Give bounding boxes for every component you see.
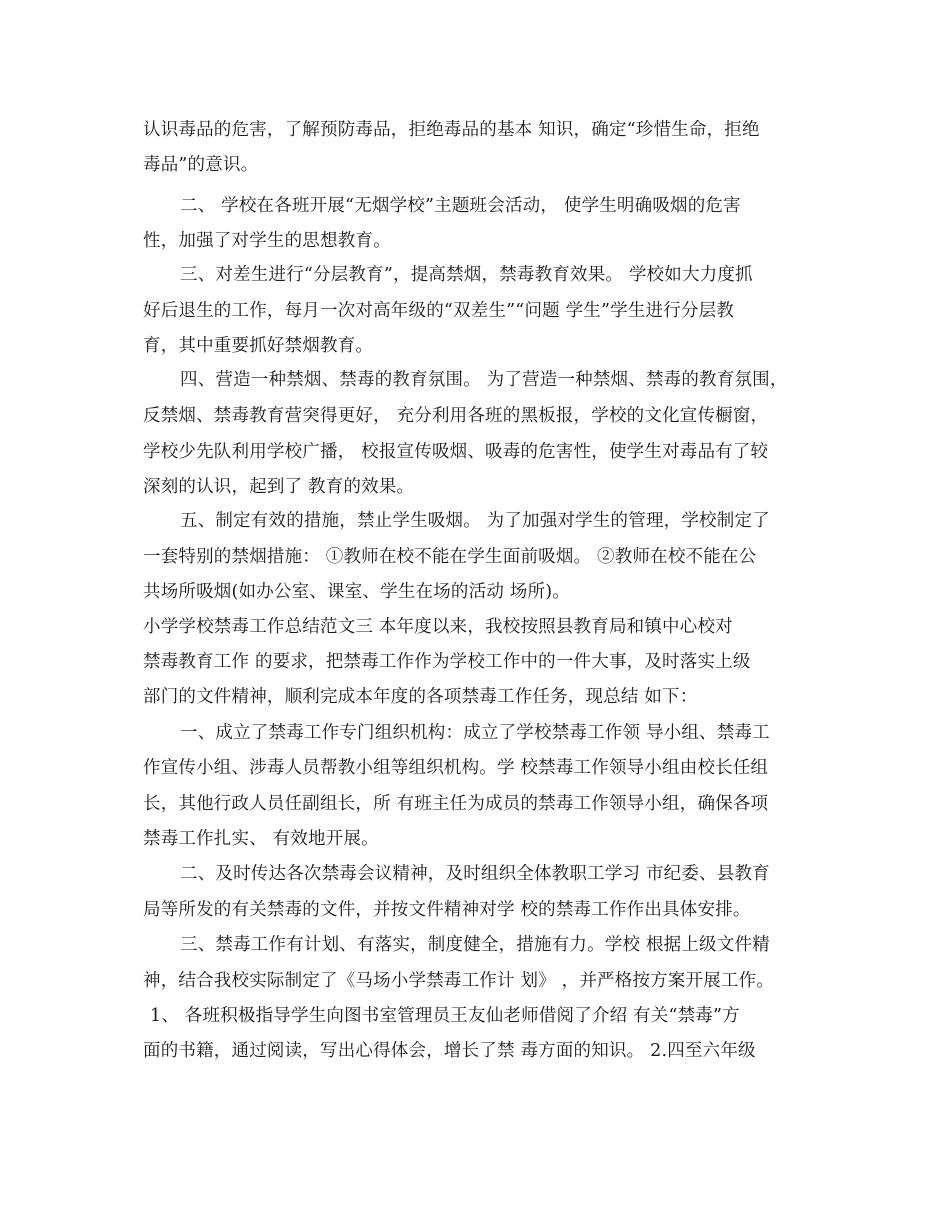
text-line: 长，其他行政人员任副组长，所 有班主任为成员的禁毒工作领导小组，确保各项 [143,794,769,814]
text-line: 二、及时传达各次禁毒会议精神，及时组织全体教职工学习 市纪委、县教育 [180,864,770,884]
text-line: 面的书籍，通过阅读，写出心得体会，增长了禁 毒方面的知识。 2.四至六年级 [143,1041,756,1061]
text-line: 神，结合我校实际制定了《马场小学禁毒工作计 划》 ，并严格按方案开展工作。 [143,971,775,991]
text-line: 三、禁毒工作有计划、有落实，制度健全，措施有力。学校 根据上级文件精 [180,935,770,955]
text-line: 禁毒教育工作 的要求，把禁毒工作作为学校工作中的一件大事，及时落实上级 [143,652,751,672]
text-line: 反禁烟、禁毒教育营突得更好， 充分利用各班的黑板报，学校的文化宣传橱窗， [143,406,769,426]
section-heading-line: 小学学校禁毒工作总结范文三 本年度以来，我校按照县教育局和镇中心校对 [143,617,733,637]
text-line: 五、制定有效的措施，禁止学生吸烟。 为了加强对学生的管理，学校制定了 [180,511,770,531]
text-line: 三、对差生进行“分层教育”，提高禁烟，禁毒教育效果。 学校如大力度抓 [180,265,753,285]
text-line: 1、 各班积极指导学生向图书室管理员王友仙老师借阅了介绍 有关“禁毒”方 [150,1006,740,1026]
text-line: 局等所发的有关禁毒的文件，并按文件精神对学 校的禁毒工作作出具体安排。 [143,900,751,920]
text-line: 好后退生的工作，每月一次对高年级的“双差生”“问题 学生”学生进行分层教 [143,301,735,321]
text-line: 性，加强了对学生的思想教育。 [143,231,391,251]
text-line: 作宣传小组、涉毒人员帮教小组等组织机构。学 校禁毒工作领导小组由校长任组 [143,758,769,778]
text-line: 共场所吸烟(如办公室、课室、学生在场的活动 场所)。 [143,582,570,602]
text-line: 部门的文件精神，顺利完成本年度的各项禁毒工作任务，现总结 如下： [143,687,698,707]
text-line: 育，其中重要抓好禁烟教育。 [143,336,374,356]
text-line: 二、 学校在各班开展“无烟学校”主题班会活动， 使学生明确吸烟的危害 [180,196,741,216]
text-line: 一套特别的禁烟措施： ①教师在校不能在学生面前吸烟。 ②教师在校不能在公 [143,547,757,567]
text-line: 认识毒品的危害，了解预防毒品，拒绝毒品的基本 知识，确定“珍惜生命，拒绝 [143,120,760,140]
text-line: 四、营造一种禁烟、禁毒的教育氛围。 为了营造一种禁烟、禁毒的教育氛围， [180,370,788,390]
text-line: 禁毒工作扎实、 有效地开展。 [143,829,379,849]
text-line: 一、成立了禁毒工作专门组织机构：成立了学校禁毒工作领 导小组、禁毒工 [180,723,770,743]
text-line: 毒品”的意识。 [143,155,259,175]
text-line: 深刻的认识，起到了 教育的效果。 [143,477,415,497]
text-line: 学校少先队利用学校广播， 校报宣传吸烟、吸毒的危害性，使学生对毒品有了较 [143,442,769,462]
